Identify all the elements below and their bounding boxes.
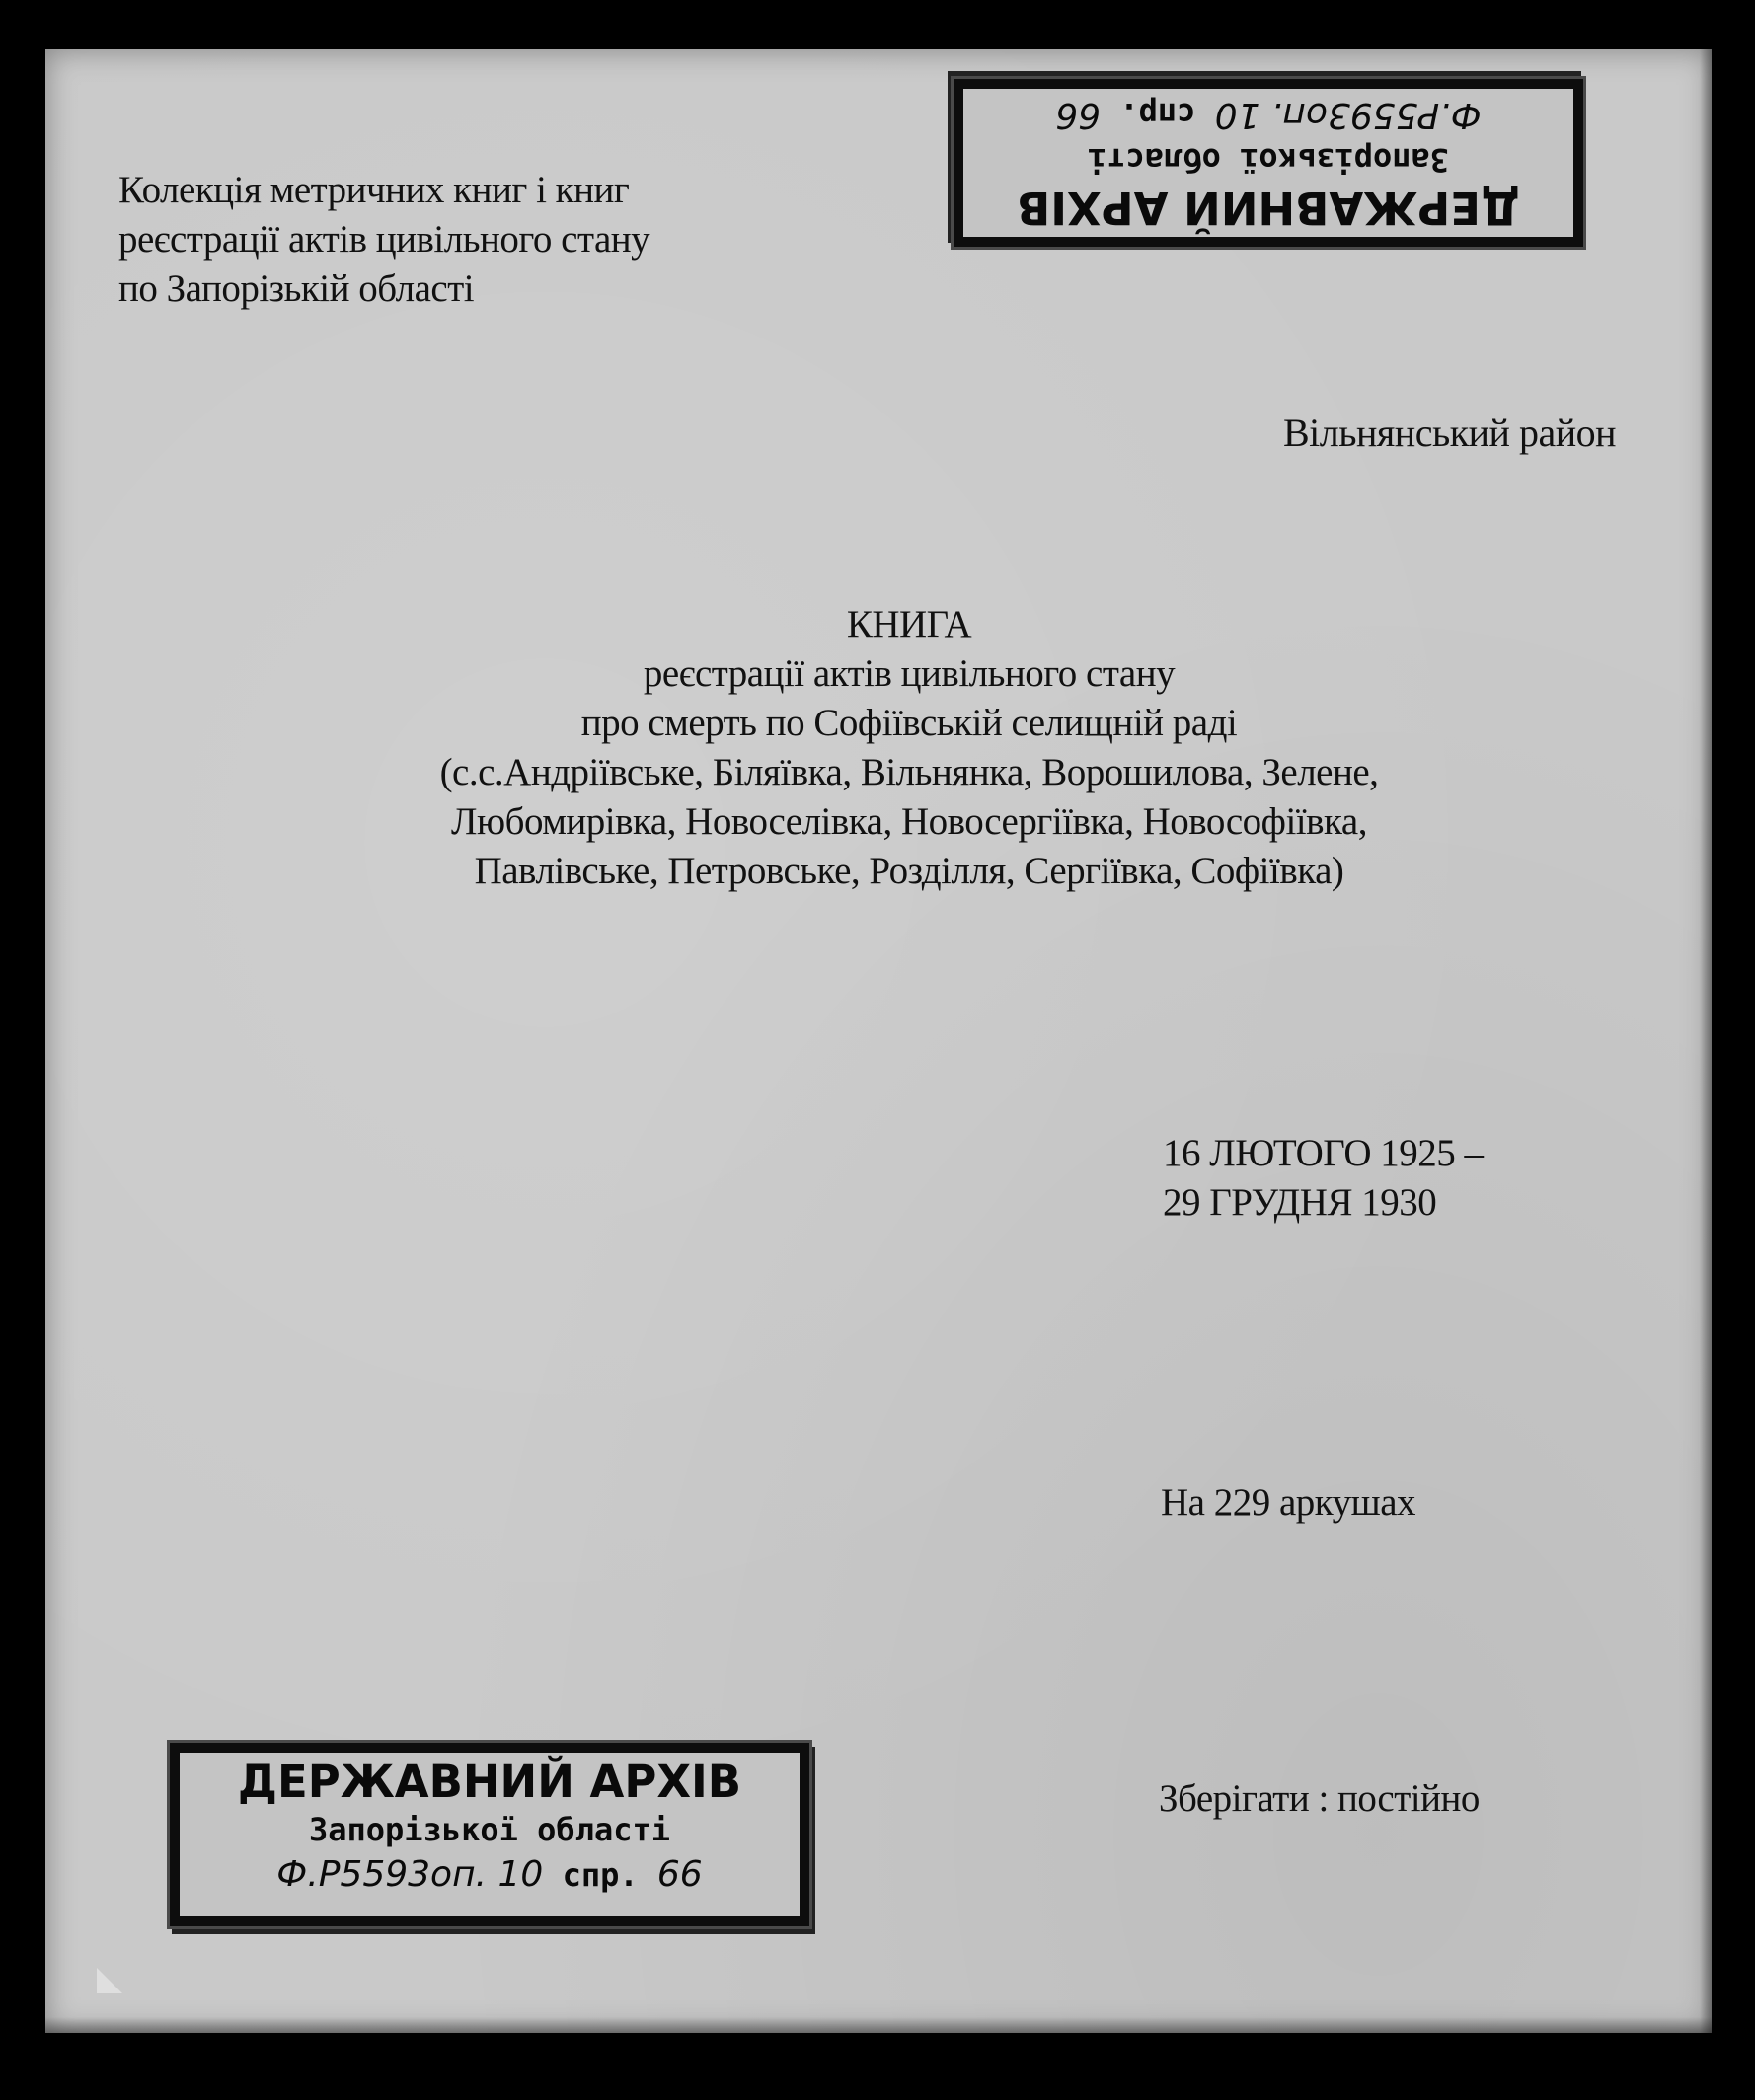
district-label: Вільнянський район bbox=[1283, 411, 1617, 455]
book-line-2: про смерть по Софіївській селищній раді bbox=[580, 702, 1238, 744]
date-start: 16 ЛЮТОГО 1925 – bbox=[1163, 1132, 1484, 1174]
stamp-top-sprava: 66 bbox=[1055, 95, 1102, 135]
stamp-top-title: ДЕРЖАВНИЙ АРХІВ bbox=[1016, 182, 1521, 234]
stamp-bottom-region: Запорізької області bbox=[308, 1811, 671, 1848]
collection-line-2: реєстрації актів цивільного стану bbox=[118, 218, 650, 261]
book-line-1: реєстрації актів цивільного стану bbox=[643, 652, 1176, 695]
page-corner-tear bbox=[97, 1968, 122, 1993]
book-title: КНИГА bbox=[846, 603, 972, 645]
book-line-4: Любомирівка, Новоселівка, Новосергіївка, Новософіївка, bbox=[451, 800, 1367, 843]
page-shadow-bottom bbox=[45, 2017, 1712, 2033]
date-range bbox=[1163, 1129, 1484, 1228]
stamp-bottom-sprava-label: спр. bbox=[562, 1856, 639, 1894]
page-shadow-right bbox=[1700, 49, 1712, 2033]
stamp-top-sprava-label: спр. bbox=[1119, 96, 1196, 133]
collection-header bbox=[118, 166, 649, 314]
date-end: 29 ГРУДНЯ 1930 bbox=[1163, 1181, 1437, 1224]
stamp-bottom-title: ДЕРЖАВНИЙ АРХІВ bbox=[237, 1756, 742, 1808]
archive-stamp-bottom bbox=[170, 1743, 809, 1926]
stamp-bottom-fond: Ф.Р5593 bbox=[276, 1854, 431, 1895]
stamp-top-reference bbox=[963, 91, 1573, 138]
stamp-bottom-sprava: 66 bbox=[656, 1854, 703, 1895]
book-line-3: (с.с.Андріївське, Біляївка, Вільнянка, Ворошилова, Зелене, bbox=[439, 751, 1379, 793]
archive-stamp-top bbox=[954, 79, 1583, 247]
book-line-5: Павлівське, Петровське, Розділля, Сергіївка, Софіївка) bbox=[474, 850, 1344, 892]
collection-line-3: по Запорізькій області bbox=[118, 267, 475, 310]
stamp-top-opys: оп. 10 bbox=[1214, 95, 1328, 135]
stamp-top-region: Запорізької області bbox=[1087, 141, 1450, 179]
book-title-block bbox=[342, 600, 1477, 896]
stamp-bottom-opys: оп. 10 bbox=[430, 1854, 544, 1895]
retention-note: Зберігати : постійно bbox=[1159, 1777, 1480, 1820]
stamp-top-fond: Ф.Р5593 bbox=[1327, 95, 1482, 135]
document-page bbox=[45, 49, 1712, 2033]
collection-line-1: Колекція метричних книг і книг bbox=[118, 169, 630, 211]
stamp-bottom-reference bbox=[180, 1851, 800, 1899]
sheet-count: На 229 аркушах bbox=[1161, 1481, 1416, 1524]
